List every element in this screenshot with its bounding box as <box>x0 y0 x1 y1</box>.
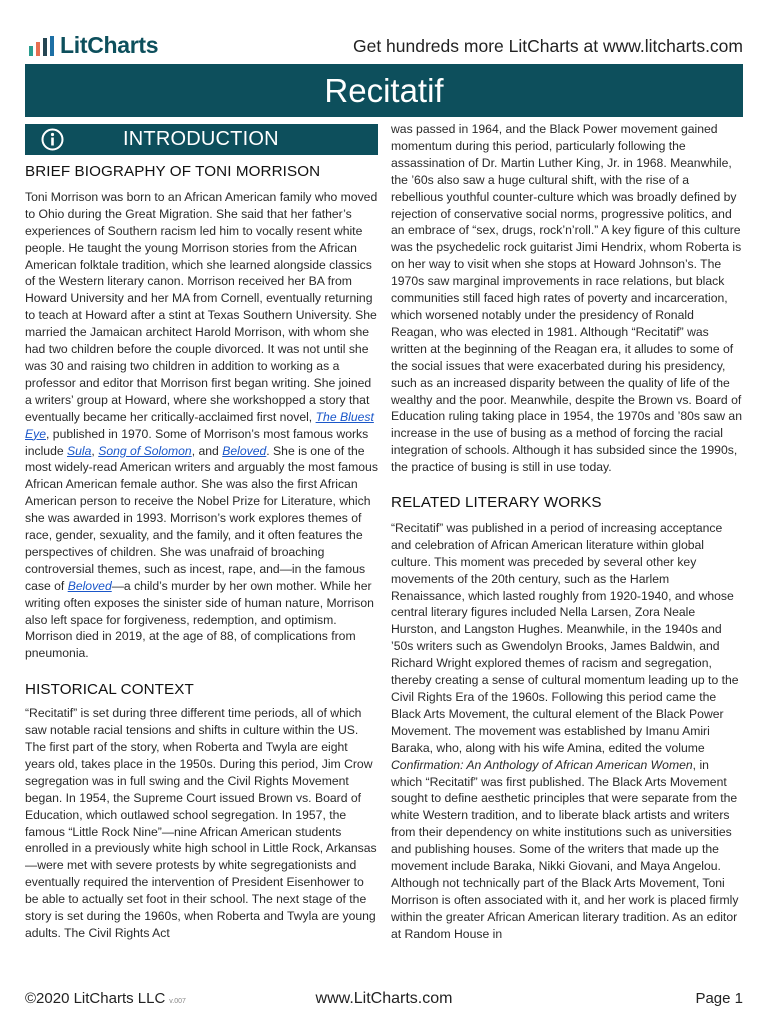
right-column <box>391 121 743 943</box>
link-the-bluest-eye[interactable]: The Bluest Eye <box>25 409 374 441</box>
historical-paragraph-continued: was passed in 1964, and the Black Power movement gained momentum during this period, particularly following the assassination of Dr. Martin Luther King, Jr. in 1968. Meanwhile, the ’60s also saw a huge cultural shift, with the rise of a rebellious youthful counter-culture which was broadly defined by rejection of conservative social norms, progressive politics, and an embrace of “sex, drugs, rock’n’roll.” A key figure of this culture was the psychedelic rock guitarist Jimi Hendrix, whom Roberta is on her way to visit when she stops at Howard Johnson’s. The 1970s saw marginal improvements in race relations, but black communities still faced high rates of poverty and incarceration, which worsened notably under the presidency of Ronald Reagan, who was elected in 1981. Although “Recitatif” was written at the beginning of the Reagan era, it alludes to some of the social issues that were exacerbated during his presidency, such as an increased disparity between the quality of life of the wealthy and the poor. Meanwhile, despite the Brown vs. Board of Education ruling taking place in 1954, the 1970s and ’80s saw an increase in the use of busing as a method of forcing the racial integration of schools. Although it has subsided since the 1990s, the practice of busing is still in use today. <box>391 122 742 475</box>
footer-url[interactable]: www.LitCharts.com <box>315 990 453 1007</box>
footer-copyright: ©2020 LitCharts LLC v.007 <box>25 990 186 1007</box>
bio-paragraph: Toni Morrison was born to an African American family who moved to Ohio during the Great Migration. She said that her father’s experiences of Southern racism led him to vocally resent white people. He taught the young Morrison stories from the African American folktale tradition, which she learned alongside classics of the Western literary canon. Morrison received her BA from Howard University and her MA from Cornell, eventually returning to teach at Howard after a stint at Texas Southern University. She married the Jamaican architect Harold Morrison, with whom she had two children before the couple divorced. It was not until she was 30 and raising two children in addition to working as a professor and editor that Morrison first began writing. She joined a writers’ group at Howard, where she workshopped a story that eventually became her critically-acclaimed first novel, The Bluest Eye, published in 1970. Some of Morrison’s most famous works include Sula, Song of Solomon, and Beloved. She is one of the most widely-read American writers and arguably the most famous African American female author. She was also the first African American person to receive the Nobel Prize for Literature, which she was awarded in 1993. Morrison’s work explores themes of race, gender, sexuality, and the family, and it often features the perspectives of children. She was unafraid of broaching controversial themes, such as incest, rape, and—in the famous case of Beloved—a child’s murder by her own mother. While her writing often exposes the sinister side of human nature, Morrison also left space for forgiveness, redemption, and optimism. Morrison died in 2019, at the age of 88, of complications from pneumonia. <box>25 189 378 661</box>
link-song-of-solomon[interactable]: Song of Solomon <box>98 443 192 458</box>
footer-version: v.007 <box>169 998 186 1005</box>
related-paragraph: “Recitatif” was published in a period of increasing acceptance and celebration of African American literature within global culture. This moment was preceded by several other key movements of the 20th century, such as the Harlem Renaissance, which lasted roughly from 1920-1940, and whose central literary figures included Nella Larsen, Zora Neale Hurston, and Langston Hughes. Meanwhile, in the 1940s and ’50s writers such as Gwendolyn Brooks, James Baldwin, and Richard Wright explored themes of racism and segregation, thereby creating a sense of cultural momentum leading up to the Civil Rights Era of the 1960s. Following this period came the Black Arts Movement, the cultural element of the Black Power Movement. The movement was established by Imanu Amiri Baraka, who, along with his wife Amina, edited the volume Confirmation: An Anthology of African American Women, in which “Recitatif” was first published. The Black Arts Movement sought to define aesthetic principles that were separate from the white Western tradition, and to liberate black artists and writers from their dependency on white institutions such as universities and publishing houses. Some of the writers that made up the movement include Baraka, Nikki Giovani, and Maya Angelou. Although not technically part of the Black Arts Movement, Toni Morrison is often associated with it, and her work is placed firmly within the greater African American literary tradition. As an editor at Random House in <box>391 520 739 941</box>
section-bar-introduction <box>25 124 378 155</box>
info-icon <box>41 128 64 151</box>
link-beloved[interactable]: Beloved <box>222 443 267 458</box>
page-header <box>25 28 743 68</box>
litcharts-logo[interactable] <box>29 32 158 59</box>
bio-heading: BRIEF BIOGRAPHY OF TONI MORRISON <box>25 163 321 180</box>
historical-paragraph: “Recitatif” is set during three different time periods, all of which saw notable racial tensions and shifts in culture within the US. The first part of the story, when Roberta and Twyla are eight years old, takes place in the 1950s. During this period, Jim Crow segregation was in full swing and the Civil Rights Movement began. In 1954, the Supreme Court issued Brown vs. Board of Education, which outlawed school segregation. In 1957, the famous “Little Rock Nine”—nine African American students enrolled in a previously white high school in Little Rock, Arkansas—were met with severe protests by white segregationists and eventually required the intervention of President Eisenhower to be able to actually set foot in their school. The next stage of the story is set during the 1960s, when Roberta and Twyla are young adults. The Civil Rights Act <box>25 706 377 940</box>
logo-text: LitCharts <box>60 32 159 58</box>
logo-bars-icon <box>29 36 54 56</box>
book-title: Confirmation: An Anthology of African American Women <box>391 757 693 772</box>
footer-page-number: Page 1 <box>695 990 743 1007</box>
historical-heading: HISTORICAL CONTEXT <box>25 681 194 699</box>
section-title: INTRODUCTION <box>123 128 279 150</box>
page-title: Recitatif <box>25 64 743 117</box>
link-sula[interactable]: Sula <box>67 443 92 458</box>
left-column <box>25 164 378 942</box>
related-heading: RELATED LITERARY WORKS <box>391 494 602 512</box>
header-tagline: Get hundreds more LitCharts at www.litcharts.com <box>352 36 743 56</box>
link-beloved-2[interactable]: Beloved <box>67 578 112 593</box>
page-footer <box>25 990 743 1014</box>
